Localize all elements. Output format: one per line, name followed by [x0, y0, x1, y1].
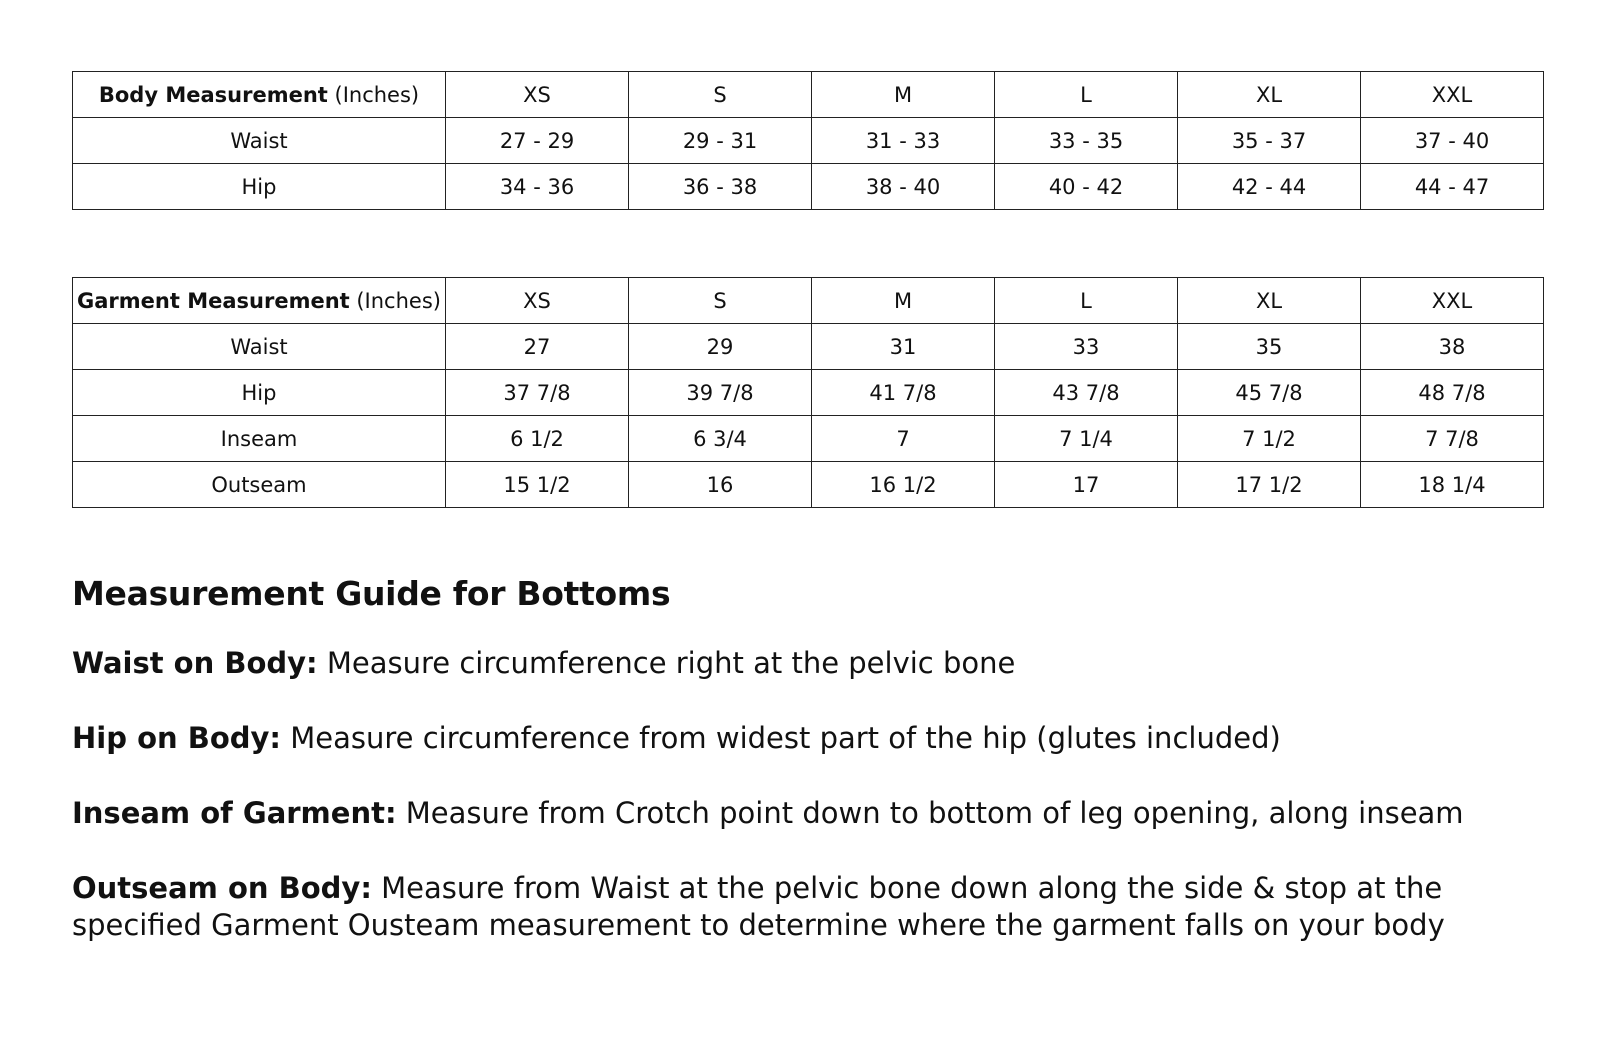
table-row — [73, 416, 1544, 462]
table-header-row — [73, 278, 1544, 324]
size-header: XXL — [1361, 72, 1544, 118]
row-label: Hip — [73, 370, 446, 416]
table-cell: 44 - 47 — [1361, 164, 1544, 210]
size-header: M — [812, 278, 995, 324]
table-cell: 33 - 35 — [995, 118, 1178, 164]
row-label: Outseam — [73, 462, 446, 508]
size-header: S — [629, 278, 812, 324]
guide-item-inseam — [72, 795, 1572, 832]
garment-measurement-table — [72, 277, 1544, 508]
table-cell: 37 - 40 — [1361, 118, 1544, 164]
table-unit: (Inches) — [327, 82, 420, 107]
guide-title: Measurement Guide for Bottoms — [72, 574, 671, 613]
guide-description: Measure from Waist at the pelvic bone down along the side & stop at the specified Garment Ousteam measurement to determine where the garment falls on your body — [72, 871, 1445, 942]
table-row — [73, 118, 1544, 164]
guide-description: Measure circumference right at the pelvic bone — [317, 646, 1016, 680]
table-cell: 31 - 33 — [812, 118, 995, 164]
body-measurement-table — [72, 71, 1544, 210]
row-label: Inseam — [73, 416, 446, 462]
table-cell: 29 - 31 — [629, 118, 812, 164]
table-header-label — [73, 72, 446, 118]
measurement-guide — [72, 574, 1572, 982]
table-cell: 6 3/4 — [629, 416, 812, 462]
table-cell: 45 7/8 — [1178, 370, 1361, 416]
table-cell: 7 1/4 — [995, 416, 1178, 462]
table-cell: 7 — [812, 416, 995, 462]
table-cell: 35 — [1178, 324, 1361, 370]
size-header: XXL — [1361, 278, 1544, 324]
table-cell: 17 1/2 — [1178, 462, 1361, 508]
table-cell: 35 - 37 — [1178, 118, 1361, 164]
table-cell: 29 — [629, 324, 812, 370]
guide-description: Measure circumference from widest part of the hip (glutes included) — [281, 721, 1281, 755]
size-header: L — [995, 278, 1178, 324]
table-cell: 18 1/4 — [1361, 462, 1544, 508]
table-cell: 36 - 38 — [629, 164, 812, 210]
table-cell: 31 — [812, 324, 995, 370]
size-header: S — [629, 72, 812, 118]
guide-item-outseam — [72, 870, 1572, 944]
size-header: XS — [446, 72, 629, 118]
table-header-row — [73, 72, 1544, 118]
table-row — [73, 324, 1544, 370]
table-cell: 7 7/8 — [1361, 416, 1544, 462]
table-cell: 33 — [995, 324, 1178, 370]
guide-term: Outseam on Body: — [72, 871, 372, 905]
guide-item-hip — [72, 720, 1572, 757]
table-cell: 27 — [446, 324, 629, 370]
table-unit: (Inches) — [349, 288, 441, 313]
table-cell: 16 — [629, 462, 812, 508]
size-header: XL — [1178, 72, 1361, 118]
table-cell: 15 1/2 — [446, 462, 629, 508]
size-header: M — [812, 72, 995, 118]
table-cell: 42 - 44 — [1178, 164, 1361, 210]
guide-term: Inseam of Garment: — [72, 796, 397, 830]
table-title: Garment Measurement — [77, 288, 350, 313]
table-cell: 16 1/2 — [812, 462, 995, 508]
table-row — [73, 370, 1544, 416]
table-cell: 48 7/8 — [1361, 370, 1544, 416]
table-header-label — [73, 278, 446, 324]
row-label: Hip — [73, 164, 446, 210]
row-label: Waist — [73, 324, 446, 370]
table-cell: 43 7/8 — [995, 370, 1178, 416]
table-cell: 34 - 36 — [446, 164, 629, 210]
size-header: L — [995, 72, 1178, 118]
guide-description: Measure from Crotch point down to bottom of leg opening, along inseam — [396, 796, 1464, 830]
size-header: XL — [1178, 278, 1361, 324]
size-header: XS — [446, 278, 629, 324]
table-cell: 40 - 42 — [995, 164, 1178, 210]
table-row — [73, 462, 1544, 508]
guide-term: Hip on Body: — [72, 721, 282, 755]
guide-item-waist — [72, 645, 1572, 682]
row-label: Waist — [73, 118, 446, 164]
guide-term: Waist on Body: — [72, 646, 318, 680]
table-cell: 41 7/8 — [812, 370, 995, 416]
table-title: Body Measurement — [98, 82, 328, 107]
table-row — [73, 164, 1544, 210]
table-cell: 37 7/8 — [446, 370, 629, 416]
table-cell: 7 1/2 — [1178, 416, 1361, 462]
table-cell: 27 - 29 — [446, 118, 629, 164]
table-cell: 17 — [995, 462, 1178, 508]
table-cell: 6 1/2 — [446, 416, 629, 462]
table-cell: 38 — [1361, 324, 1544, 370]
table-cell: 39 7/8 — [629, 370, 812, 416]
table-cell: 38 - 40 — [812, 164, 995, 210]
